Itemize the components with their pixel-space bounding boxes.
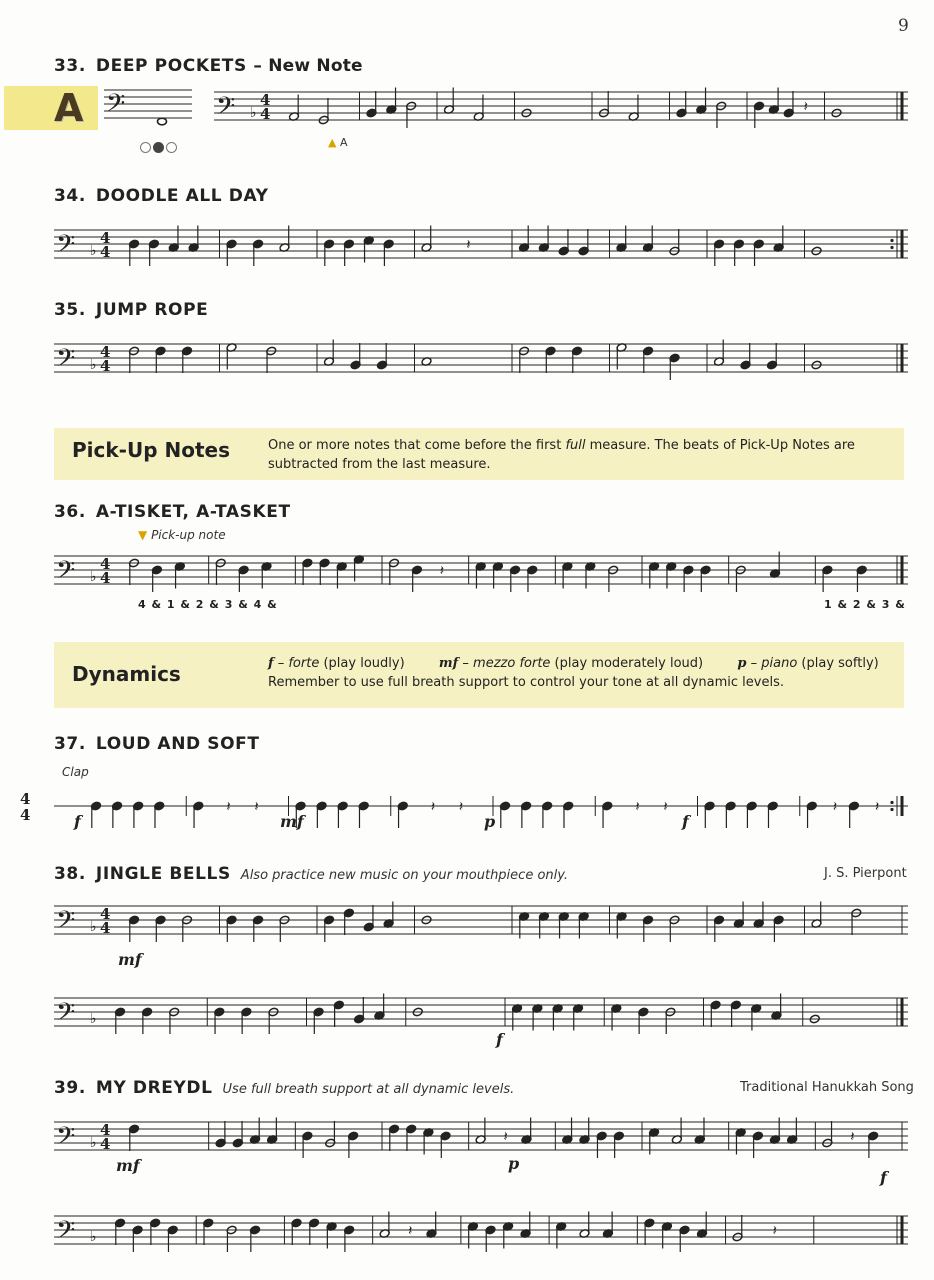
key-signature-flat-icon: ♭ [90, 1135, 97, 1151]
composer-credit: Traditional Hanukkah Song [740, 1080, 914, 1095]
time-signature-icon: 4 [100, 569, 111, 587]
rest-icon: 𝄽 [635, 799, 640, 815]
staff-exercise-35 [54, 338, 908, 388]
time-signature-icon: 4 [20, 790, 31, 808]
counting-end: 1 & 2 & 3 & [824, 598, 906, 611]
new-note-staff [104, 88, 194, 128]
staff-lines [54, 1216, 908, 1244]
counting-start: 4 & 1 & 2 & 3 & 4 & [138, 598, 278, 611]
exercise-number: 35. [54, 300, 86, 320]
time-signature-icon: 4 [20, 806, 31, 824]
dynamics-text [268, 654, 898, 692]
bass-clef-icon: 𝄢 [56, 556, 76, 591]
exercise-38-title [54, 864, 568, 884]
time-signature-icon: 4 [100, 555, 111, 573]
exercise-34-title [54, 186, 269, 206]
exercise-title-text: DOODLE ALL DAY [95, 186, 269, 206]
bass-clef-icon: 𝄢 [56, 998, 76, 1033]
pickup-text-emphasis: full [565, 438, 586, 453]
rest-icon: 𝄽 [408, 1223, 413, 1239]
rest-icon: 𝄽 [772, 1223, 777, 1239]
valve-2-circle [153, 142, 164, 153]
valve-3-circle [166, 142, 177, 153]
clap-label: Clap [62, 765, 89, 779]
pickup-note-label [138, 528, 226, 542]
exercise-37-title [54, 734, 260, 754]
dynamics-box [54, 642, 904, 708]
dynamic-marking: f [496, 1030, 503, 1049]
marker-triangle-icon: ▲ [328, 136, 337, 149]
rest-icon: 𝄽 [439, 563, 445, 579]
rest-icon: 𝄽 [832, 799, 838, 815]
staff-exercise-34 [54, 224, 908, 274]
staff-exercise-39-line-2 [54, 1210, 908, 1260]
time-signature-icon: 4 [260, 105, 271, 123]
dynamic-marking: mf [280, 812, 304, 831]
time-signature-icon: 4 [100, 905, 111, 923]
pickup-text-part: measure. The beats of Pick-Up Notes are subtracted from the last measure. [268, 438, 855, 472]
dynamics-reminder: Remember to use full breath support to control your tone at all dynamic levels. [268, 675, 784, 690]
rest-icon: 𝄽 [458, 799, 464, 815]
rest-icon: 𝄽 [850, 1129, 855, 1145]
key-signature-flat-icon: ♭ [90, 1011, 97, 1027]
pickup-notes-title: Pick-Up Notes [72, 438, 230, 462]
dynamics-title: Dynamics [72, 662, 181, 686]
exercise-title-text: MY DREYDL [95, 1078, 213, 1098]
exercise-title-text: JUMP ROPE [95, 300, 209, 320]
staff-exercise-33 [214, 86, 908, 136]
exercise-35-title [54, 300, 208, 320]
rest-icon: 𝄽 [466, 237, 471, 253]
exercise-number: 34. [54, 186, 86, 206]
pickup-text-part: One or more notes that come before the first [268, 438, 566, 453]
exercise-instruction: Also practice new music on your mouthpiece only. [240, 868, 569, 883]
rest-icon: 𝄽 [874, 799, 880, 815]
pickup-notes-text [268, 436, 888, 474]
key-signature-flat-icon: ♭ [90, 357, 97, 373]
mezzo-forte-description: (play moderately loud) [550, 656, 704, 671]
dynamic-marking: mf [116, 1156, 140, 1175]
dynamic-marking: f [682, 812, 689, 831]
time-signature-icon: 4 [100, 343, 111, 361]
key-signature-flat-icon: ♭ [90, 919, 97, 935]
exercise-title-text: JINGLE BELLS [95, 864, 231, 884]
new-note-badge [4, 86, 98, 130]
staff-exercise-38-line-2 [54, 992, 908, 1042]
exercise-title-text: LOUD AND SOFT [95, 734, 260, 754]
rest-icon: 𝄽 [803, 99, 808, 115]
dynamic-marking: p [484, 812, 496, 831]
key-signature-flat-icon: ♭ [90, 243, 97, 259]
time-signature-icon: 4 [100, 357, 111, 375]
svg-text:𝄢: 𝄢 [106, 89, 126, 124]
time-signature-icon: 4 [100, 243, 111, 261]
time-signature-icon: 4 [260, 91, 271, 109]
mezzo-forte-symbol: mf [438, 656, 459, 671]
staff-exercise-38-line-1 [54, 900, 908, 950]
bass-clef-icon: 𝄢 [56, 1216, 76, 1251]
marker-label: A [339, 136, 348, 149]
rhythm-staff-exercise-37 [20, 786, 908, 836]
bass-clef-icon: 𝄢 [56, 906, 76, 941]
dynamic-marking: mf [118, 950, 142, 969]
new-note-letter: A [54, 86, 84, 130]
rest-icon: 𝄽 [226, 799, 231, 815]
staff-lines [54, 344, 908, 372]
exercise-instruction: Use full breath support at all dynamic levels. [222, 1082, 515, 1097]
time-signature-icon: 4 [100, 1121, 111, 1139]
bass-clef-icon: 𝄢 [56, 344, 76, 379]
mezzo-forte-term: – mezzo forte [458, 656, 551, 671]
key-signature-flat-icon: ♭ [250, 105, 257, 121]
piano-term: – piano [746, 656, 798, 671]
dynamics-definitions [268, 654, 898, 673]
exercise-39-title [54, 1078, 514, 1098]
exercise-number: 37. [54, 734, 86, 754]
exercise-number: 39. [54, 1078, 86, 1098]
piano-symbol: p [737, 656, 747, 671]
rest-icon: 𝄽 [430, 799, 436, 815]
staff-exercise-36 [54, 550, 908, 600]
bass-clef-icon: 𝄢 [216, 92, 236, 127]
exercise-33-title [54, 56, 363, 76]
valve-1-circle [140, 142, 151, 153]
forte-symbol: f [268, 656, 274, 671]
rest-icon: 𝄽 [503, 1129, 508, 1145]
bass-clef-icon: 𝄢 [56, 230, 76, 265]
composer-credit: J. S. Pierpont [824, 866, 907, 881]
key-signature-flat-icon: ♭ [90, 569, 97, 585]
exercise-number: 38. [54, 864, 86, 884]
bass-clef-icon: 𝄢 [56, 1122, 76, 1157]
forte-description: (play loudly) [319, 656, 405, 671]
pickup-label-text: Pick-up note [151, 528, 226, 542]
dynamic-marking: f [74, 812, 81, 831]
exercise-number: 36. [54, 502, 86, 522]
exercise-title-text: DEEP POCKETS [95, 56, 247, 76]
pickup-notes-box [54, 428, 904, 480]
time-signature-icon: 4 [100, 919, 111, 937]
dynamic-marking: p [508, 1154, 520, 1173]
staff-exercise-39-line-1 [54, 1116, 908, 1166]
valve-fingering-indicator [140, 138, 179, 157]
exercise-subtitle: – New Note [253, 56, 363, 76]
piano-description: (play softly) [797, 656, 879, 671]
key-signature-flat-icon: ♭ [90, 1229, 97, 1245]
exercise-number: 33. [54, 56, 86, 76]
time-signature-icon: 4 [100, 229, 111, 247]
new-note-marker [328, 136, 348, 149]
time-signature-icon: 4 [100, 1135, 111, 1153]
dynamic-marking: f [880, 1168, 887, 1187]
forte-term: – forte [273, 656, 320, 671]
rest-icon: 𝄽 [254, 799, 259, 815]
exercise-title-text: A-TISKET, A-TASKET [95, 502, 291, 522]
page-number: 9 [898, 16, 909, 36]
pickup-marker-icon: ▼ [138, 528, 148, 542]
exercise-36-title [54, 502, 291, 522]
rest-icon: 𝄽 [663, 799, 668, 815]
